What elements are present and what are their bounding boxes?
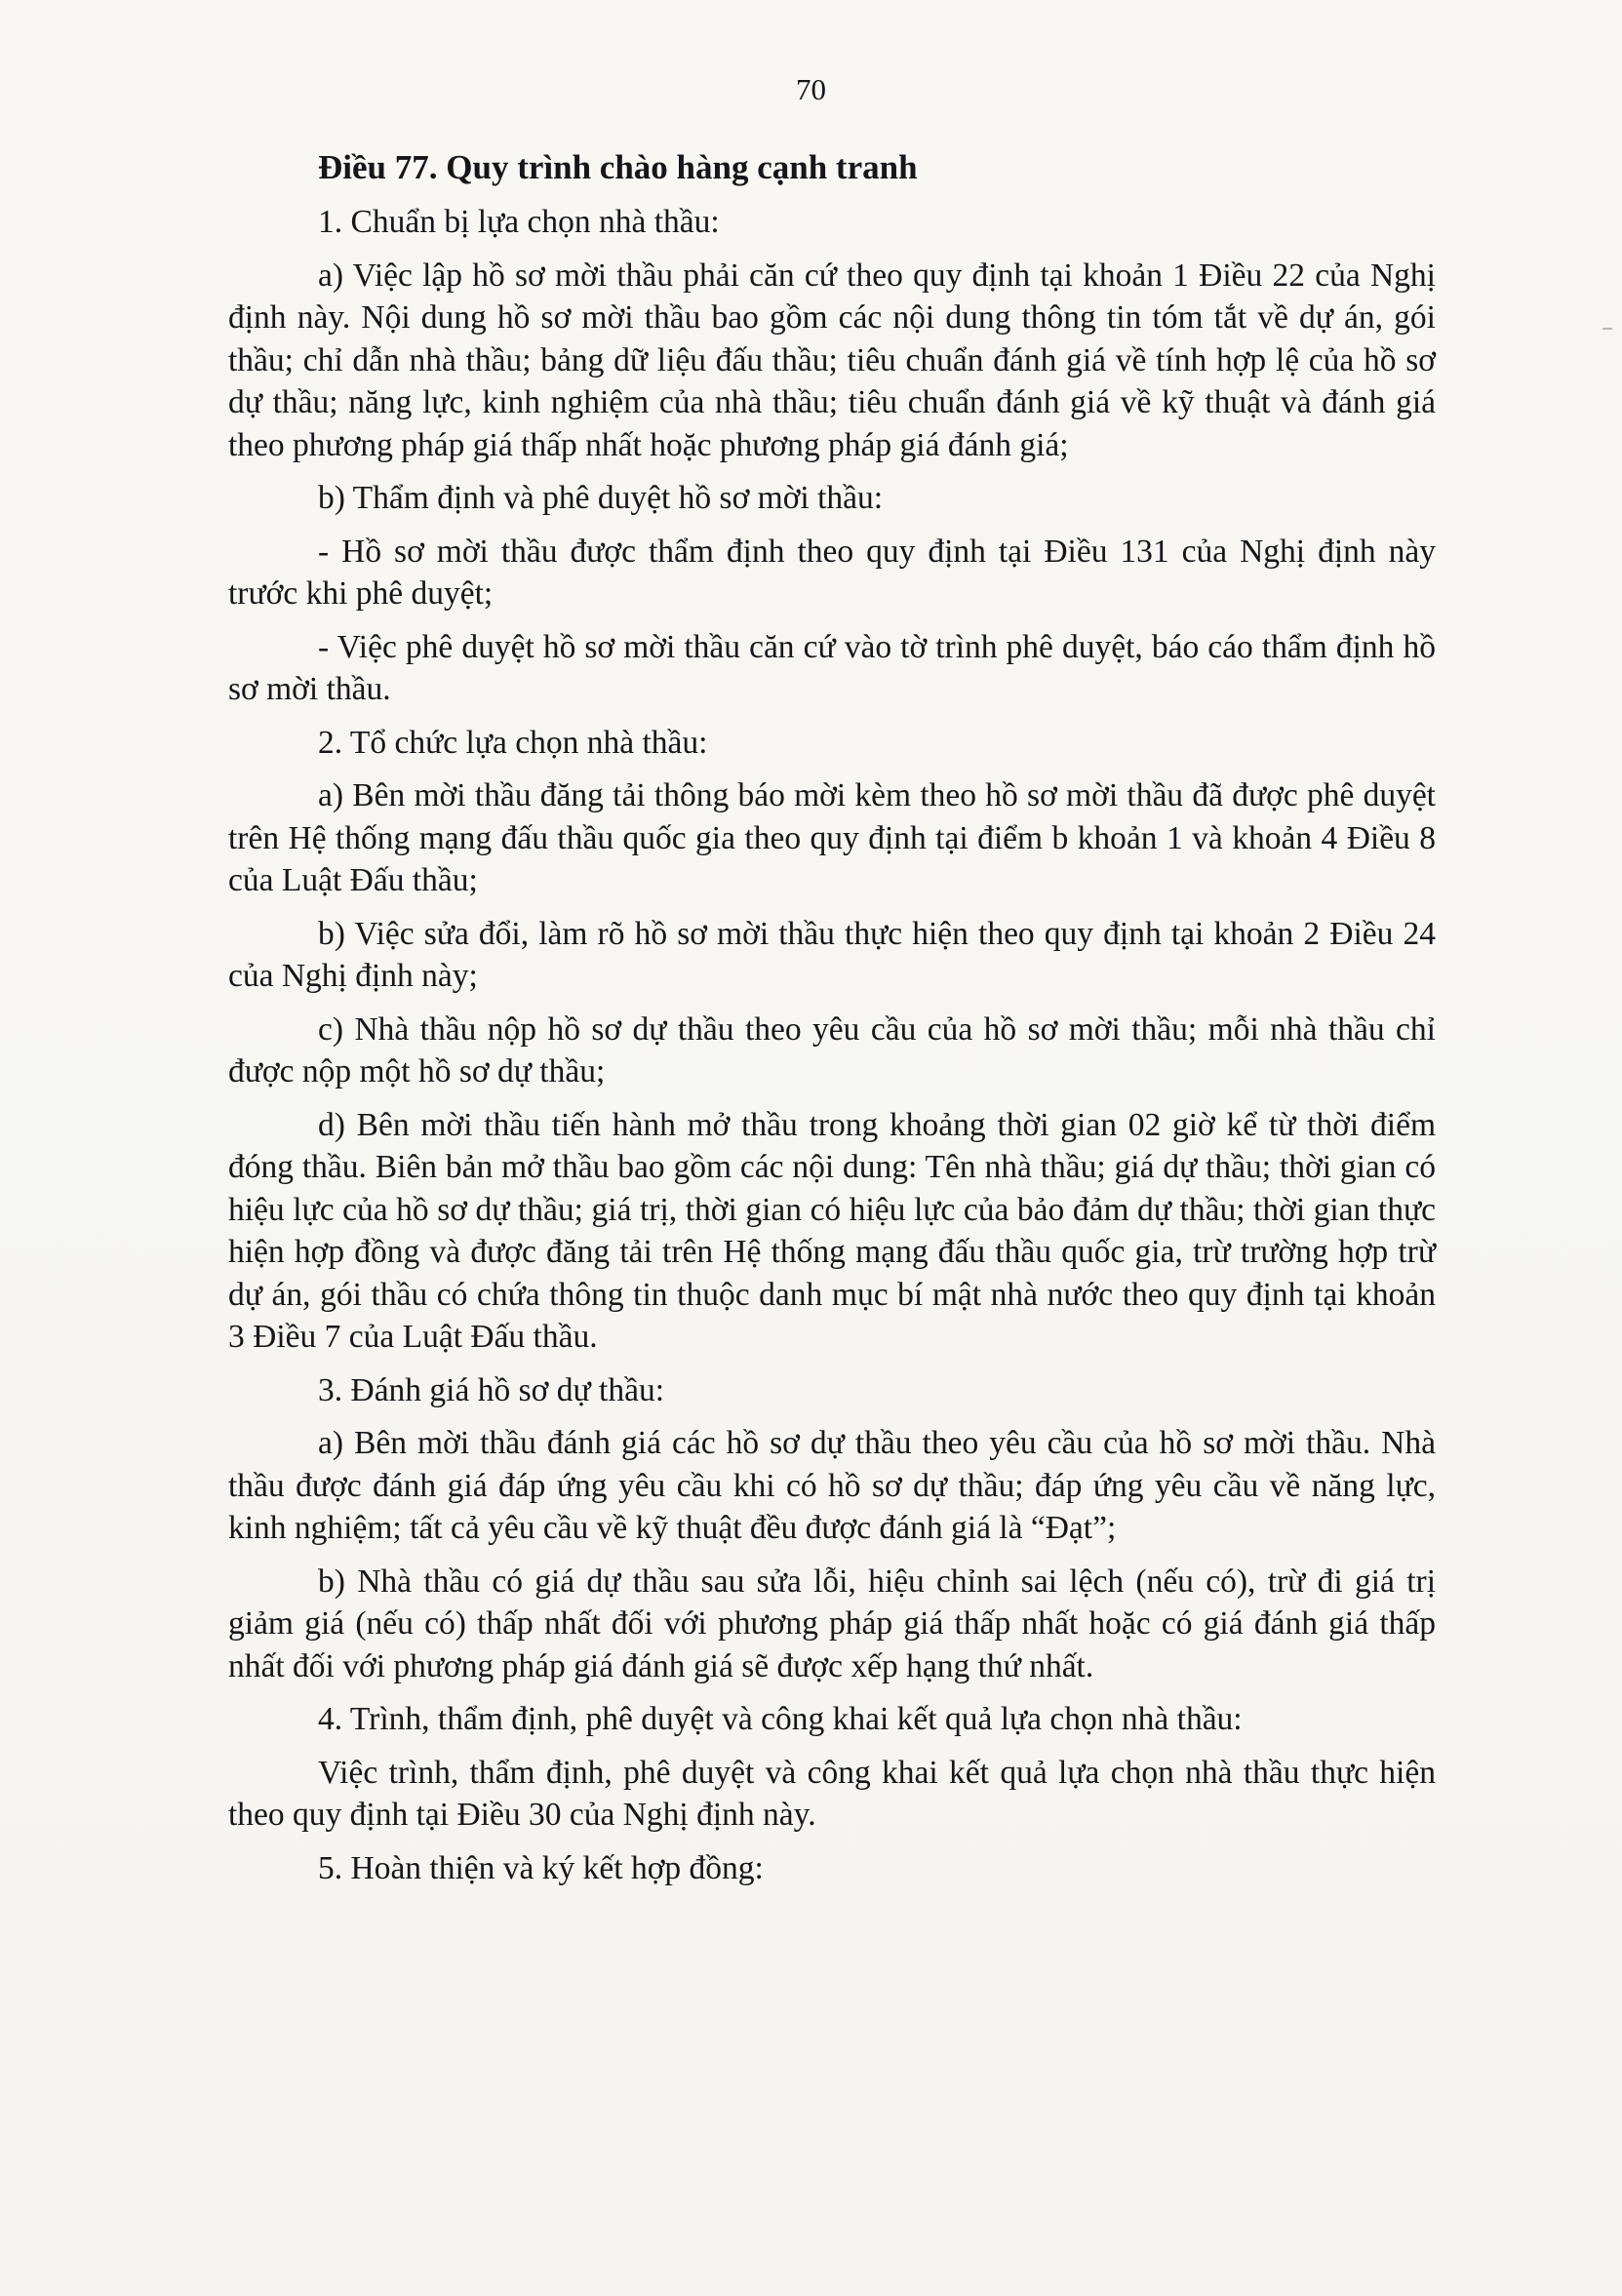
paragraph-4-body: Việc trình, thẩm định, phê duyệt và công khai kết quả lựa chọn nhà thầu thực hiện theo quy định tại Điều 30 của Nghị định này. — [228, 1754, 1436, 1833]
document-body — [228, 146, 1436, 1900]
section-1-heading: 1. Chuẩn bị lựa chọn nhà thầu: — [318, 204, 720, 240]
section-4-heading: 4. Trình, thẩm định, phê duyệt và công khai kết quả lựa chọn nhà thầu: — [318, 1701, 1243, 1737]
paragraph-1a: a) Việc lập hồ sơ mời thầu phải căn cứ theo quy định tại khoản 1 Điều 22 của Nghị định này. Nội dung hồ sơ mời thầu bao gồm các nội dung thông tin tóm tắt về dự án, gói thầu; chỉ dẫn nhà thầu; bảng dữ liệu đấu thầu; tiêu chuẩn đánh giá về tính hợp lệ của hồ sơ dự thầu; năng lực, kinh nghiệm của nhà thầu; tiêu chuẩn đánh giá về kỹ thuật và đánh giá theo phương pháp giá thấp nhất hoặc phương pháp giá đánh giá; — [228, 257, 1436, 463]
page-number: 70 — [796, 72, 826, 106]
section-3-heading: 3. Đánh giá hồ sơ dự thầu: — [318, 1371, 665, 1408]
paragraph-1b-item-2: - Việc phê duyệt hồ sơ mời thầu căn cứ vào tờ trình phê duyệt, báo cáo thẩm định hồ sơ mời thầu. — [228, 628, 1436, 707]
paragraph-3a: a) Bên mời thầu đánh giá các hồ sơ dự thầu theo yêu cầu của hồ sơ mời thầu. Nhà thầu được đánh giá đáp ứng yêu cầu khi có hồ sơ dự thầu; đáp ứng yêu cầu về năng lực, kinh nghiệm; tất cả yêu cầu về kỹ thuật đều được đánh giá là “Đạt”; — [228, 1425, 1436, 1546]
paragraph-2c: c) Nhà thầu nộp hồ sơ dự thầu theo yêu cầu của hồ sơ mời thầu; mỗi nhà thầu chỉ được nộp một hồ sơ dự thầu; — [228, 1010, 1436, 1089]
section-5-heading: 5. Hoàn thiện và ký kết hợp đồng: — [318, 1849, 764, 1886]
paragraph-2b: b) Việc sửa đổi, làm rõ hồ sơ mời thầu thực hiện theo quy định tại khoản 2 Điều 24 của Nghị định này; — [228, 915, 1436, 994]
scan-artifact — [1602, 328, 1612, 330]
paragraph-2a: a) Bên mời thầu đăng tải thông báo mời kèm theo hồ sơ mời thầu đã được phê duyệt trên Hệ thống mạng đấu thầu quốc gia theo quy định tại điểm b khoản 1 và khoản 4 Điều 8 của Luật Đấu thầu; — [228, 777, 1436, 898]
article-title: Điều 77. Quy trình chào hàng cạnh tranh — [318, 148, 918, 186]
paragraph-3b: b) Nhà thầu có giá dự thầu sau sửa lỗi, hiệu chỉnh sai lệch (nếu có), trừ đi giá trị giảm giá (nếu có) thấp nhất đối với phương pháp giá thấp nhất hoặc có giá đánh giá thấp nhất đối với phương pháp giá đánh giá sẽ được xếp hạng thứ nhất. — [228, 1563, 1436, 1684]
paragraph-1b-heading: b) Thẩm định và phê duyệt hồ sơ mời thầu: — [318, 480, 884, 516]
section-2-heading: 2. Tổ chức lựa chọn nhà thầu: — [318, 724, 708, 761]
paragraph-1b-item-1: - Hồ sơ mời thầu được thẩm định theo quy định tại Điều 131 của Nghị định này trước khi phê duyệt; — [228, 533, 1436, 612]
paragraph-2d: d) Bên mời thầu tiến hành mở thầu trong khoảng thời gian 02 giờ kể từ thời điểm đóng thầu. Biên bản mở thầu bao gồm các nội dung: Tên nhà thầu; giá dự thầu; thời gian có hiệu lực của hồ sơ dự thầu; giá trị, thời gian có hiệu lực của bảo đảm dự thầu; thời gian thực hiện hợp đồng và được đăng tải trên Hệ thống mạng đấu thầu quốc gia, trừ trường hợp trừ dự án, gói thầu có chứa thông tin thuộc danh mục bí mật nhà nước theo quy định tại khoản 3 Điều 7 của Luật Đấu thầu. — [228, 1106, 1436, 1355]
